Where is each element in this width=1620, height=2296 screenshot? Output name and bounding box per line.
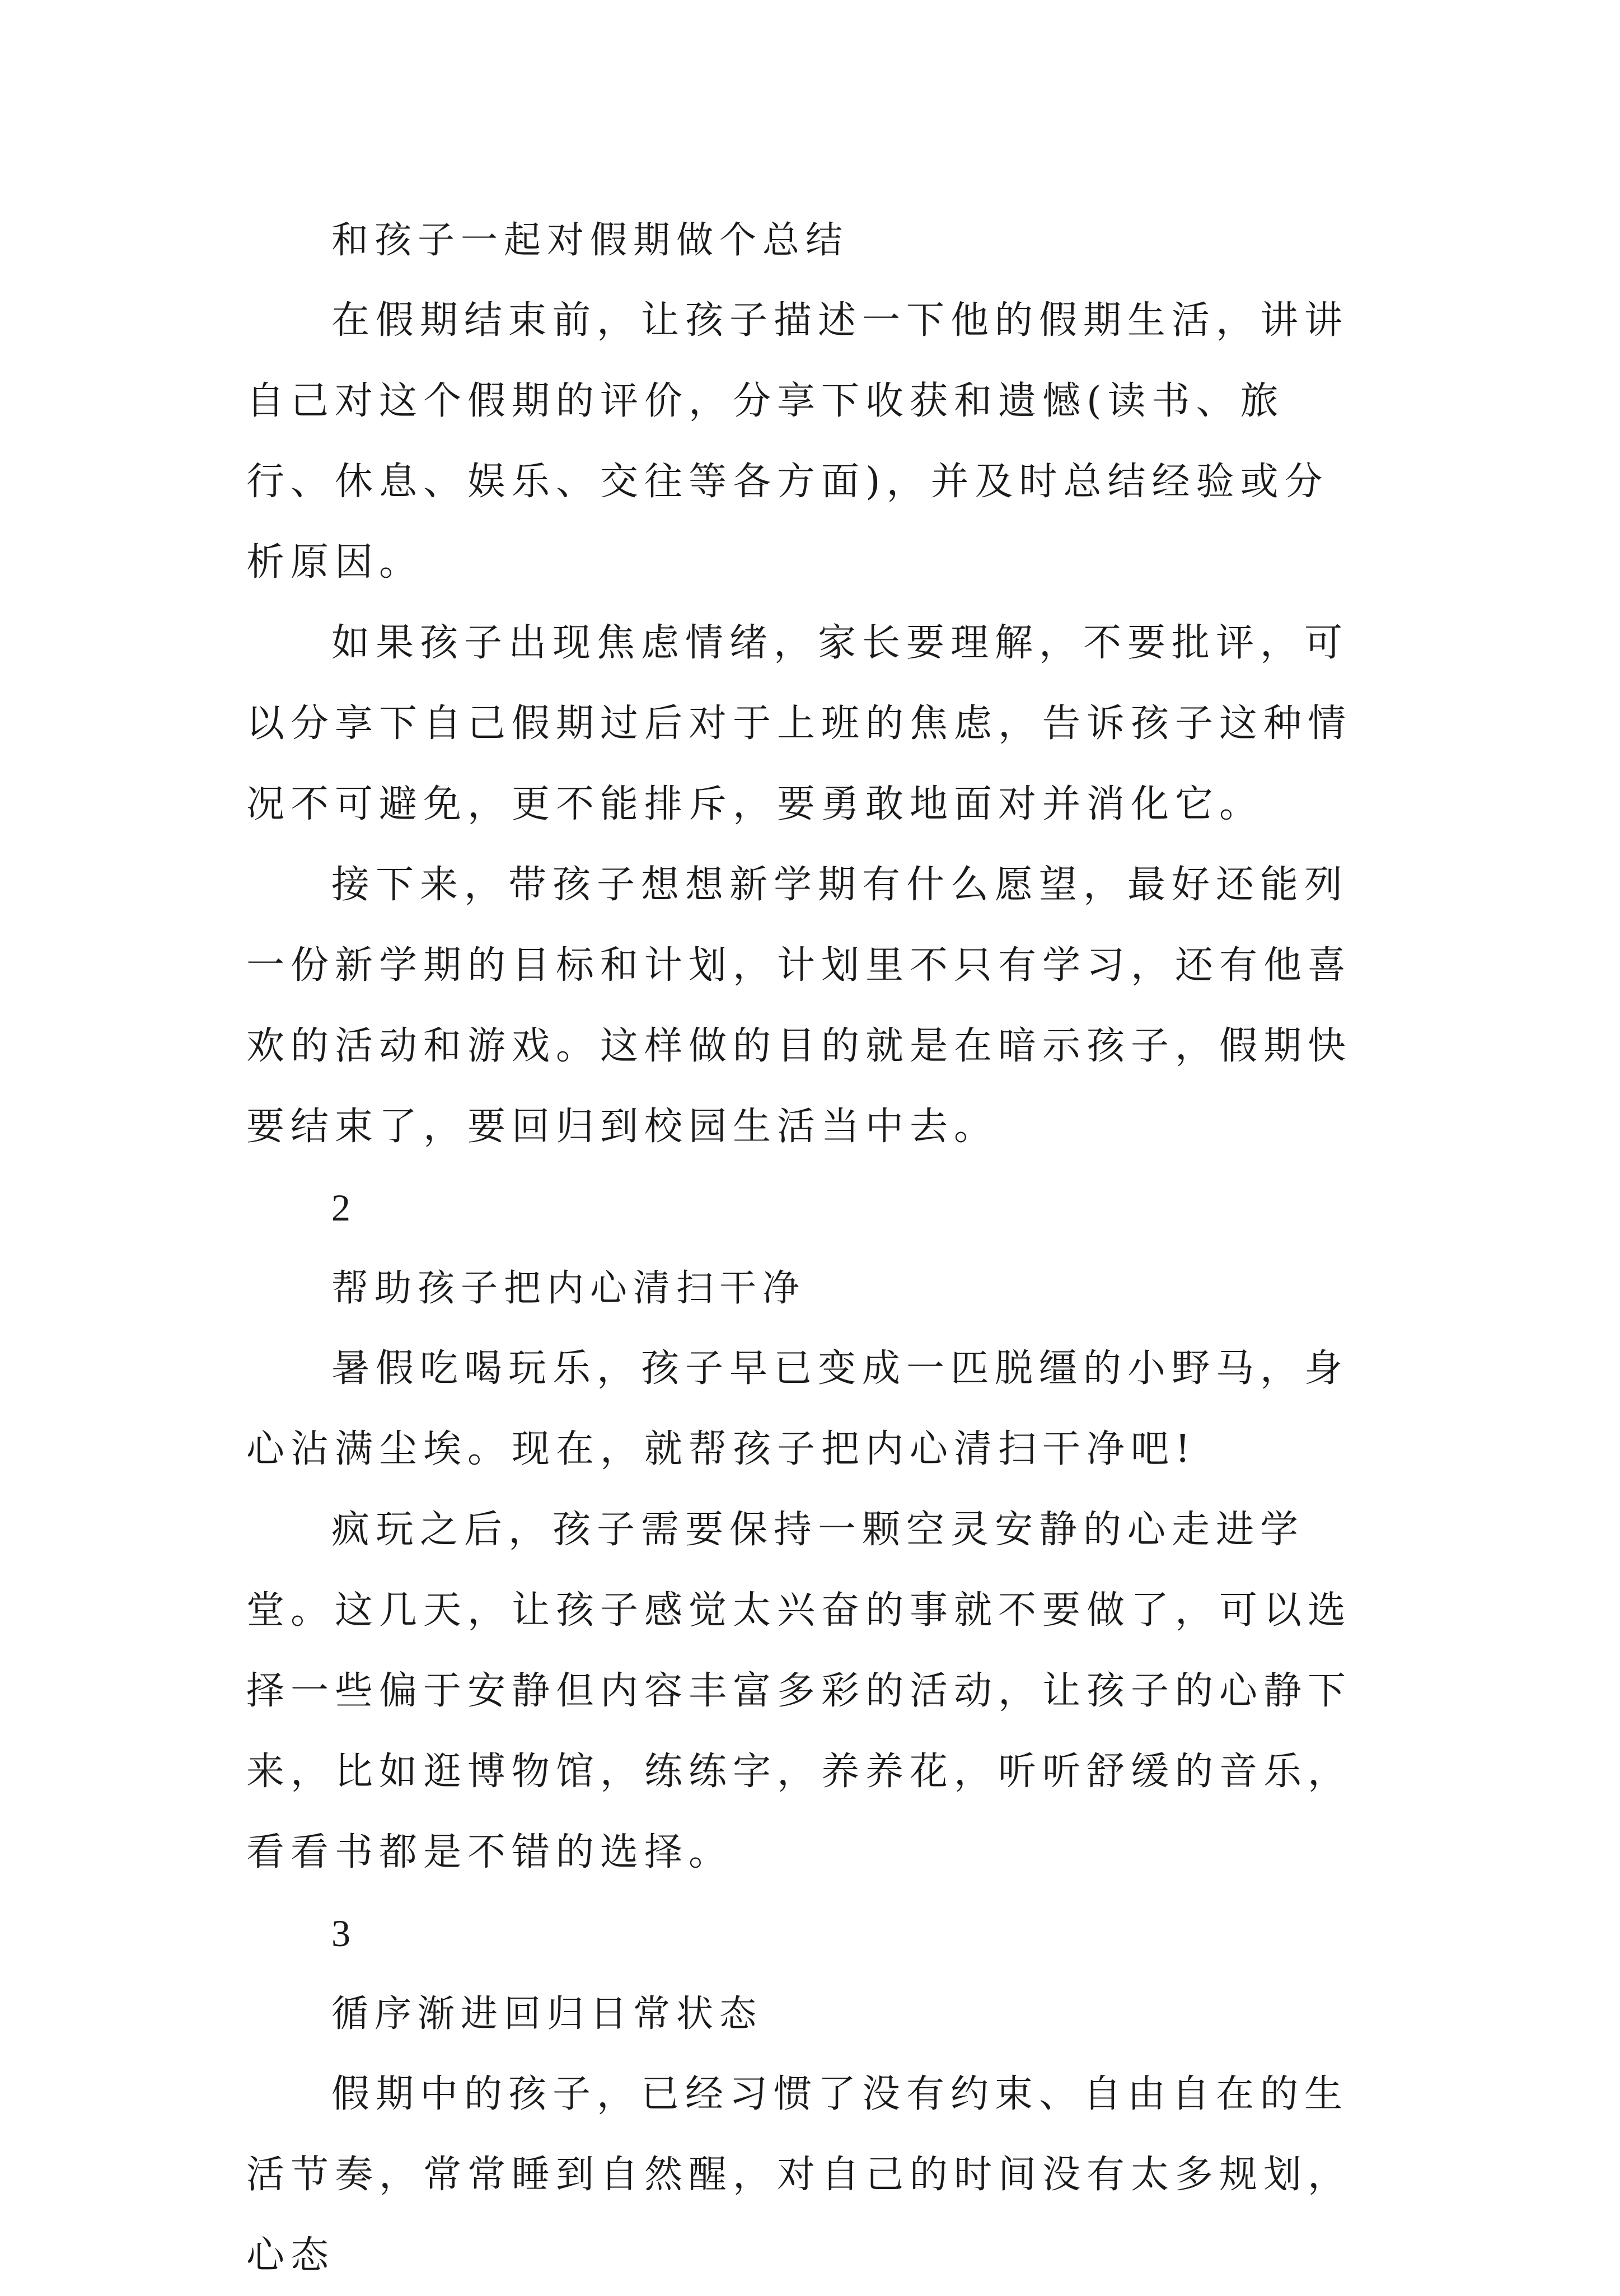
section-heading-routine: 循序渐进回归日常状态 <box>331 1992 762 2035</box>
paragraph: 接下来，带孩子想想新学期有什么愿望，最好还能列一份新学期的目标和计划，计划里不只有学习，还有他喜欢的活动和游戏。这样做的目的就是在暗示孩子，假期快要结束了，要回归到校园生活当中去。 <box>246 863 1352 1149</box>
document-body <box>246 200 1366 2296</box>
paragraph: 疯玩之后，孩子需要保持一颗空灵安静的心走进学堂。这几天，让孩子感觉太兴奋的事就不要做了，可以选择一些偏于安静但内容丰富多彩的活动，让孩子的心静下来，比如逛博物馆，练练字，养养花，听听舒缓的音乐，看看书都是不错的选择。 <box>246 1508 1352 1874</box>
section-heading-clean-heart: 帮助孩子把内心清扫干净 <box>331 1266 806 1310</box>
section-heading-summary: 和孩子一起对假期做个总结 <box>331 218 849 261</box>
section-number: 2 <box>331 1186 350 1229</box>
paragraph: 假期中的孩子，已经习惯了没有约束、自由自在的生活节奏，常常睡到自然醒，对自己的时间没有太多规划，心态 <box>246 2072 1352 2278</box>
paragraph: 如果孩子出现焦虑情绪，家长要理解，不要批评，可以分享下自己假期过后对于上班的焦虑，告诉孩子这种情况不可避免，更不能排斥，要勇敢地面对并消化它。 <box>246 621 1352 826</box>
section-number: 3 <box>331 1912 350 1954</box>
paragraph: 暑假吃喝玩乐，孩子早已变成一匹脱缰的小野马，身心沾满尘埃。现在，就帮孩子把内心清扫干净吧! <box>246 1346 1349 1471</box>
paragraph: 在假期结束前，让孩子描述一下他的假期生活，讲讲自己对这个假期的评价，分享下收获和遗憾(读书、旅行、休息、娱乐、交往等各方面)，并及时总结经验或分析原因。 <box>246 298 1349 584</box>
